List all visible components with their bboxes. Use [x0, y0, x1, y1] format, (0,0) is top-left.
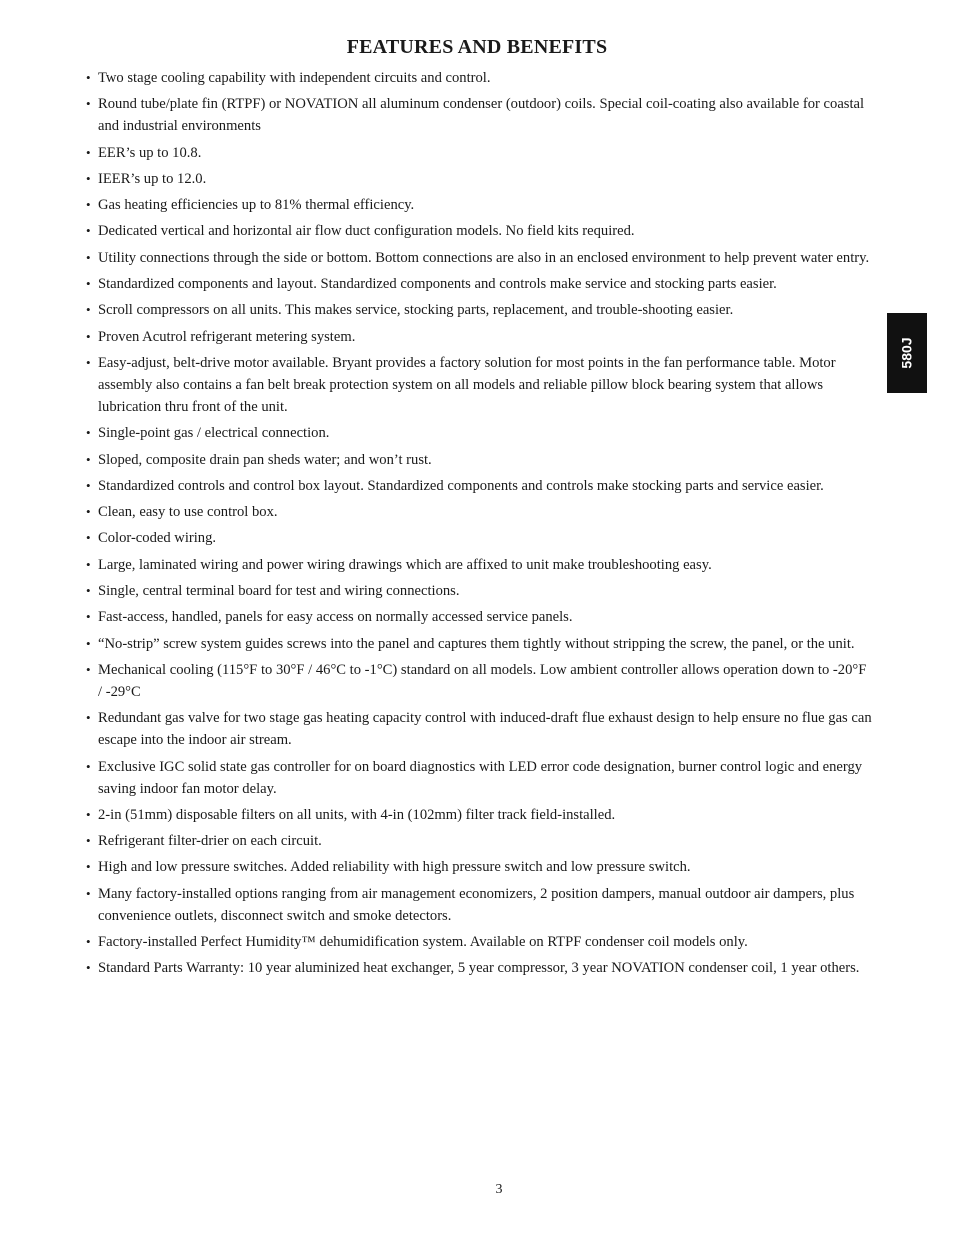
bullet-icon: • — [86, 609, 91, 625]
list-item — [86, 856, 872, 878]
feature-text: Easy-adjust, belt-drive motor available. Bryant provides a factory solution for most points in the fan performance table. Motor assembly also contains a fan belt break protection system on all models and reliable pillow block bearing system that allows lubrication thru front of the unit. — [98, 354, 836, 415]
feature-text: Round tube/plate fin (RTPF) or NOVATION all aluminum condenser (outdoor) coils. Special coil-coating also available for coastal and industrial environments — [98, 96, 865, 135]
bullet-icon: • — [86, 806, 91, 822]
list-item — [86, 883, 872, 927]
bullet-icon: • — [86, 328, 91, 344]
model-side-tab-label: 580J — [899, 337, 915, 369]
feature-text: Sloped, composite drain pan sheds water; and won’t rust. — [98, 451, 432, 468]
feature-text: Single, central terminal board for test and wiring connections. — [98, 583, 460, 600]
list-item — [86, 931, 872, 953]
feature-text: Proven Acutrol refrigerant metering system. — [98, 328, 356, 345]
page-title: FEATURES AND BENEFITS — [346, 36, 608, 58]
list-item — [86, 326, 872, 348]
list-item — [86, 299, 872, 321]
list-item — [86, 67, 872, 89]
list-item — [86, 475, 872, 497]
bullet-icon: • — [86, 504, 91, 520]
bullet-icon: • — [86, 425, 91, 441]
bullet-icon: • — [86, 934, 91, 950]
feature-text: Many factory-installed options ranging from air management economizers, 2 position dampers, manual outdoor air dampers, plus convenience outlets, disconnect switch and smoke detectors. — [98, 885, 855, 924]
list-item — [86, 142, 872, 164]
feature-text: Mechanical cooling (115°F to 30°F / 46°C to -1°C) standard on all models. Low ambient controller allows operation down to -20°F / -29°C — [98, 661, 867, 700]
bullet-icon: • — [86, 354, 91, 370]
list-item — [86, 220, 872, 242]
list-item — [86, 580, 872, 602]
list-item — [86, 93, 872, 137]
feature-text: EER’s up to 10.8. — [98, 144, 202, 161]
list-item — [86, 554, 872, 576]
model-side-tab — [887, 313, 927, 393]
list-item — [86, 756, 872, 800]
list-item — [86, 352, 872, 418]
list-item — [86, 501, 872, 523]
feature-text: Exclusive IGC solid state gas controller for on board diagnostics with LED error code designation, burner control logic and energy saving indoor fan motor delay. — [98, 758, 863, 797]
feature-text: Dedicated vertical and horizontal air flow duct configuration models. No field kits required. — [98, 223, 635, 240]
bullet-icon: • — [86, 556, 91, 572]
feature-text: Standardized components and layout. Standardized components and controls make service and stocking parts easier. — [98, 276, 777, 293]
bullet-icon: • — [86, 530, 91, 546]
bullet-icon: • — [86, 758, 91, 774]
feature-text: Standardized controls and control box layout. Standardized components and controls make stocking parts and service easier. — [98, 477, 824, 494]
bullet-icon: • — [86, 635, 91, 651]
bullet-icon: • — [86, 859, 91, 875]
list-item — [86, 659, 872, 703]
list-item — [86, 273, 872, 295]
bullet-icon: • — [86, 70, 91, 85]
bullet-icon: • — [86, 710, 91, 726]
feature-text: Single-point gas / electrical connection. — [98, 425, 330, 442]
feature-text: Color-coded wiring. — [98, 530, 217, 547]
list-item — [86, 707, 872, 751]
bullet-icon: • — [86, 144, 91, 160]
feature-text: Redundant gas valve for two stage gas heating capacity control with induced-draft flue exhaust design to help ensure no flue gas can escape into the indoor air stream. — [98, 710, 872, 749]
bullet-icon: • — [86, 833, 91, 849]
feature-text: Clean, easy to use control box. — [98, 504, 278, 521]
bullet-icon: • — [86, 276, 91, 292]
list-item — [86, 168, 872, 190]
bullet-icon: • — [86, 302, 91, 318]
bullet-icon: • — [86, 477, 91, 493]
list-item — [86, 422, 872, 444]
bullet-icon: • — [86, 583, 91, 599]
feature-text: High and low pressure switches. Added reliability with high pressure switch and low pressure switch. — [98, 859, 691, 876]
bullet-icon: • — [86, 170, 91, 186]
list-item — [86, 804, 872, 826]
bullet-icon: • — [86, 885, 91, 901]
feature-text: “No-strip” screw system guides screws into the panel and captures them tightly without stripping the screw, the panel, or the unit. — [98, 635, 855, 652]
bullet-icon: • — [86, 223, 91, 239]
feature-text: Standard Parts Warranty: 10 year aluminized heat exchanger, 5 year compressor, 3 year NOVATION condenser coil, 1 year others. — [98, 960, 860, 977]
list-item — [86, 194, 872, 216]
features-list — [86, 67, 872, 984]
list-item — [86, 449, 872, 471]
feature-text: Fast-access, handled, panels for easy access on normally accessed service panels. — [98, 609, 573, 626]
list-item — [86, 830, 872, 852]
list-item — [86, 633, 872, 655]
feature-text: Large, laminated wiring and power wiring drawings which are affixed to unit make troubleshooting easy. — [98, 556, 712, 573]
bullet-icon: • — [86, 661, 91, 677]
bullet-icon: • — [86, 960, 91, 976]
list-item — [86, 606, 872, 628]
feature-text: Factory-installed Perfect Humidity™ dehumidification system. Available on RTPF condenser coil models only. — [98, 934, 748, 951]
feature-text: IEER’s up to 12.0. — [98, 170, 207, 187]
feature-text: Two stage cooling capability with independent circuits and control. — [98, 70, 491, 86]
bullet-icon: • — [86, 197, 91, 213]
page-number: 3 — [495, 1182, 503, 1197]
list-item — [86, 957, 872, 979]
bullet-icon: • — [86, 96, 91, 112]
list-item — [86, 527, 872, 549]
feature-text: Gas heating efficiencies up to 81% thermal efficiency. — [98, 197, 415, 214]
bullet-icon: • — [86, 249, 91, 265]
list-item — [86, 247, 872, 269]
feature-text: Utility connections through the side or bottom. Bottom connections are also in an enclosed environment to help prevent water entry. — [98, 249, 870, 266]
feature-text: 2-in (51mm) disposable filters on all units, with 4-in (102mm) filter track field-installed. — [98, 806, 616, 823]
bullet-icon: • — [86, 451, 91, 467]
feature-text: Refrigerant filter-drier on each circuit. — [98, 833, 322, 850]
feature-text: Scroll compressors on all units. This makes service, stocking parts, replacement, and trouble-shooting easier. — [98, 302, 734, 319]
